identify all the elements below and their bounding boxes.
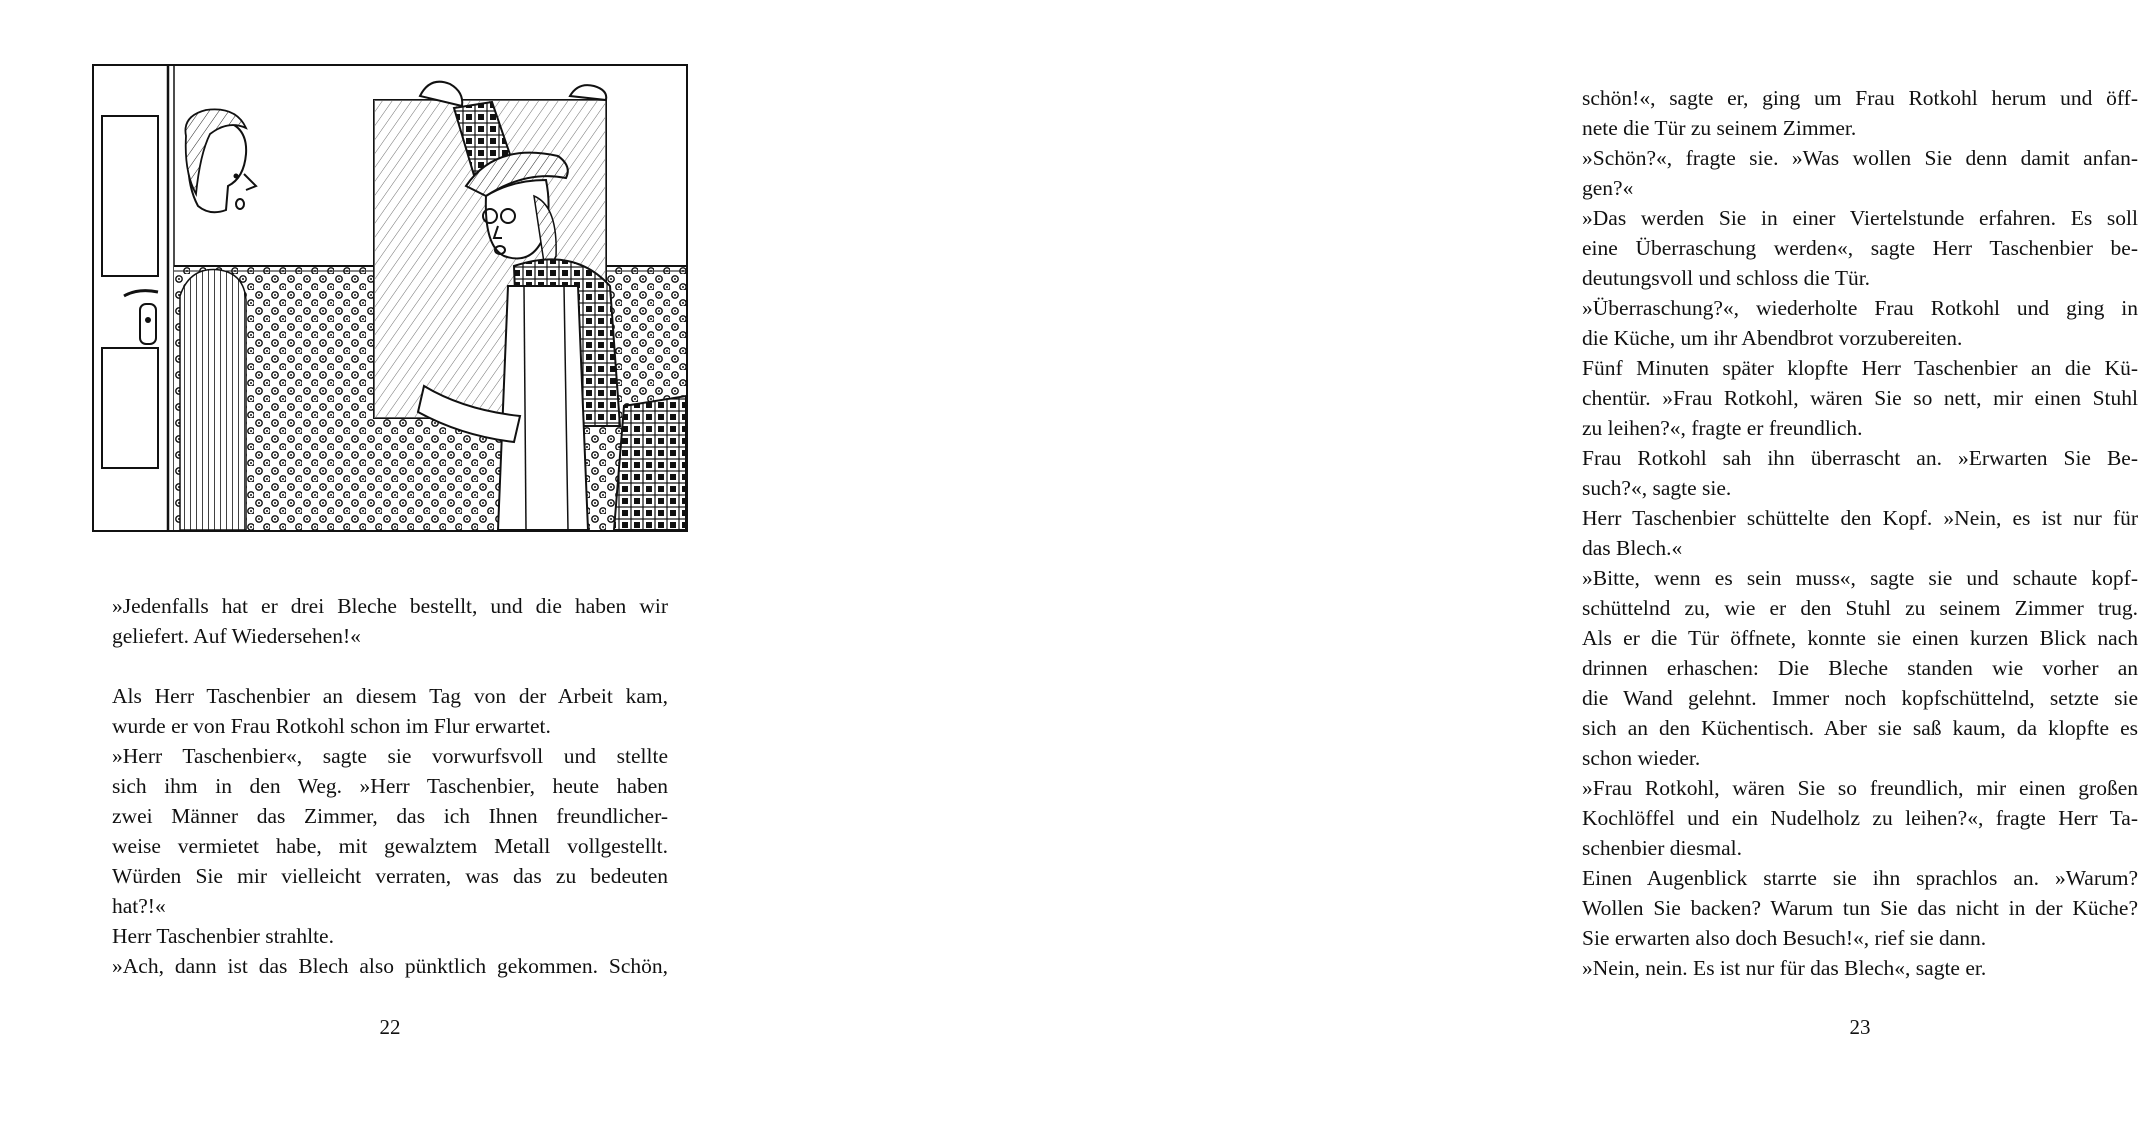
right-page bbox=[750, 0, 2138, 1142]
text-line: »Bitte, wenn es sein muss«, sagte sie und schaute kopf- bbox=[1582, 566, 2138, 590]
text-line: chentür. »Frau Rotkohl, wären Sie so nett, mir einen Stuhl bbox=[1582, 386, 2138, 410]
text-line: »Herr Taschenbier«, sagte sie vorwurfsvoll und stellte bbox=[112, 744, 668, 768]
text-line: Als Herr Taschenbier an diesem Tag von der Arbeit kam, bbox=[112, 684, 668, 708]
text-line: schüttelnd zu, wie er den Stuhl zu seinem Zimmer trug. bbox=[1582, 596, 2138, 620]
text-line: gen?« bbox=[1582, 176, 1634, 200]
text-line: Als er die Tür öffnete, konnte sie einen kurzen Blick nach bbox=[1582, 626, 2138, 650]
left-page-text bbox=[112, 591, 668, 981]
text-line: »Schön?«, fragte sie. »Was wollen Sie denn damit anfan- bbox=[1582, 146, 2138, 170]
text-line: »Frau Rotkohl, wären Sie so freundlich, mir einen großen bbox=[1582, 776, 2138, 800]
text-line: Herr Taschenbier schüttelte den Kopf. »Nein, es ist nur für bbox=[1582, 506, 2138, 530]
text-line: die Wand gelehnt. Immer noch kopfschüttelnd, setzte sie bbox=[1582, 686, 2138, 710]
paragraph-gap bbox=[112, 651, 668, 681]
text-line: »Ach, dann ist das Blech also pünktlich gekommen. Schön, bbox=[112, 954, 668, 978]
text-line: »Jedenfalls hat er drei Bleche bestellt, und die haben wir bbox=[112, 594, 668, 618]
text-line: such?«, sagte sie. bbox=[1582, 476, 1732, 500]
text-line: Einen Augenblick starrte sie ihn sprachlos an. »Warum? bbox=[1582, 866, 2138, 890]
text-line: Fünf Minuten später klopfte Herr Taschenbier an die Kü- bbox=[1582, 356, 2138, 380]
text-line: deutungsvoll und schloss die Tür. bbox=[1582, 266, 1871, 290]
text-line: geliefert. Auf Wiedersehen!« bbox=[112, 624, 361, 648]
text-line: drinnen erhaschen: Die Bleche standen wie vorher an bbox=[1582, 656, 2138, 680]
text-line: die Küche, um ihr Abendbrot vorzubereiten. bbox=[1582, 326, 1963, 350]
text-line: eine Überraschung werden«, sagte Herr Taschenbier be- bbox=[1582, 236, 2138, 260]
text-line: das Blech.« bbox=[1582, 536, 1683, 560]
text-line: wurde er von Frau Rotkohl schon im Flur erwartet. bbox=[112, 714, 551, 738]
right-page-text bbox=[1582, 83, 2138, 983]
illustration bbox=[92, 64, 688, 532]
text-line: »Das werden Sie in einer Viertelstunde erfahren. Es soll bbox=[1582, 206, 2138, 230]
text-line: Herr Taschenbier strahlte. bbox=[112, 924, 334, 948]
text-line: schon wieder. bbox=[1582, 746, 1701, 770]
text-line: sich an den Küchentisch. Aber sie saß kaum, da klopfte es bbox=[1582, 716, 2138, 740]
text-line: schenbier diesmal. bbox=[1582, 836, 1743, 860]
left-page bbox=[0, 0, 750, 1142]
text-line: Frau Rotkohl sah ihn überrascht an. »Erwarten Sie Be- bbox=[1582, 446, 2138, 470]
illustration-woman-at-door-man-carrying-metal-sheet-icon bbox=[94, 66, 686, 530]
text-line: Kochlöffel und ein Nudelholz zu leihen?«, fragte Herr Ta- bbox=[1582, 806, 2138, 830]
text-line: Wollen Sie backen? Warum tun Sie das nicht in der Küche? bbox=[1582, 896, 2138, 920]
text-line: weise vermietet habe, mit gewalztem Metall vollgestellt. bbox=[112, 834, 668, 858]
text-line: schön!«, sagte er, ging um Frau Rotkohl herum und öff- bbox=[1582, 86, 2138, 110]
text-line: »Nein, nein. Es ist nur für das Blech«, sagte er. bbox=[1582, 956, 1987, 980]
text-line: zu leihen?«, fragte er freundlich. bbox=[1582, 416, 1863, 440]
text-line: Sie erwarten also doch Besuch!«, rief sie dann. bbox=[1582, 926, 1987, 950]
text-line: sich ihm in den Weg. »Herr Taschenbier, heute haben bbox=[112, 774, 668, 798]
right-page-number: 23 bbox=[1849, 1015, 1871, 1039]
text-line: Würden Sie mir vielleicht verraten, was das zu bedeuten bbox=[112, 864, 668, 888]
text-line: hat?!« bbox=[112, 894, 166, 918]
text-line: »Überraschung?«, wiederholte Frau Rotkohl und ging in bbox=[1582, 296, 2138, 320]
text-line: zwei Männer das Zimmer, das ich Ihnen freundlicher- bbox=[112, 804, 668, 828]
text-line: nete die Tür zu seinem Zimmer. bbox=[1582, 116, 1857, 140]
left-page-number: 22 bbox=[379, 1015, 401, 1039]
